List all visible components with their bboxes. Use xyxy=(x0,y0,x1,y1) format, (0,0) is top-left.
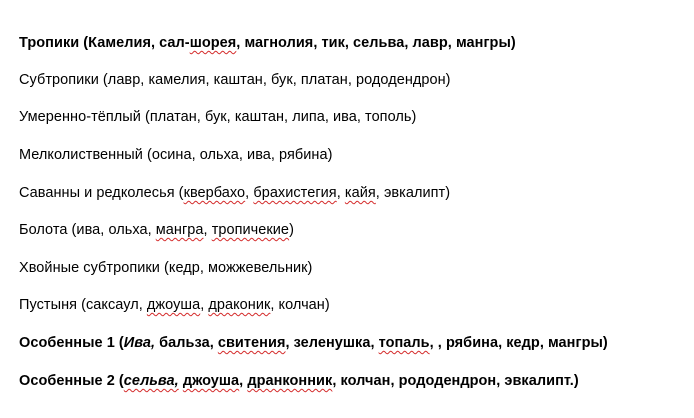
text-segment: , xyxy=(203,222,212,238)
misspelled-word: тропичекие xyxy=(211,222,290,238)
text-segment: Особенные 2 ( xyxy=(19,373,124,389)
italic-misspelled-word: сельва, xyxy=(123,373,179,389)
text-line-subtropics xyxy=(19,71,451,89)
text-segment: , зеленушка, xyxy=(285,335,379,351)
text-line-special-1 xyxy=(19,334,608,352)
text-line-swamps xyxy=(19,221,294,239)
italic-word: Ива, xyxy=(123,335,156,351)
misspelled-word: шорея xyxy=(189,35,237,51)
misspelled-word: дранконник xyxy=(247,373,333,389)
text-segment: Пустыня (саксаул, xyxy=(19,297,147,313)
misspelled-word: джоуша xyxy=(182,373,240,389)
text-line-smallleaf xyxy=(19,146,332,164)
text-segment: , xyxy=(239,373,248,389)
text-line-desert xyxy=(19,296,330,314)
text-segment: Субтропики (лавр, камелия, каштан, бук, платан, рододендрон) xyxy=(19,72,451,88)
text-segment: бальза, xyxy=(155,335,218,351)
text-line-special-2 xyxy=(19,372,579,390)
text-line-tropics xyxy=(19,34,516,52)
text-line-savannas xyxy=(19,184,450,202)
text-segment: , колчан, рододендрон, эвкалипт.) xyxy=(332,373,579,389)
text-segment: , xyxy=(336,185,345,201)
text-segment: Особенные 1 ( xyxy=(19,335,124,351)
misspelled-word: свитения xyxy=(217,335,286,351)
text-segment: , xyxy=(245,185,254,201)
misspelled-word: топаль xyxy=(378,335,430,351)
misspelled-word: джоуша xyxy=(146,297,201,313)
text-segment: , , рябина, кедр, мангры) xyxy=(429,335,608,351)
text-segment: Тропики (Камелия, сал- xyxy=(19,35,190,51)
text-line-temperate xyxy=(19,108,416,126)
misspelled-word: кайя xyxy=(344,185,376,201)
text-segment: ) xyxy=(289,222,294,238)
text-segment: , колчан) xyxy=(270,297,330,313)
text-segment: Мелколиственный (осина, ольха, ива, рябина) xyxy=(19,147,333,163)
text-segment: , магнолия, тик, сельва, лавр, мангры) xyxy=(236,35,516,51)
misspelled-word: мангра xyxy=(155,222,204,238)
text-line-conifer-subtropics xyxy=(19,259,312,277)
misspelled-word: драконик xyxy=(208,297,271,313)
text-segment: , эвкалипт) xyxy=(375,185,451,201)
text-segment: , xyxy=(200,297,209,313)
text-segment: Болота (ива, ольха, xyxy=(19,222,156,238)
misspelled-word: брахистегия xyxy=(253,185,337,201)
misspelled-word: квербахо xyxy=(183,185,246,201)
text-segment: Саванны и редколесья ( xyxy=(19,185,184,201)
text-segment: Умеренно-тёплый (платан, бук, каштан, липа, ива, тополь) xyxy=(19,109,417,125)
text-segment: Хвойные субтропики (кедр, можжевельник) xyxy=(19,260,313,276)
